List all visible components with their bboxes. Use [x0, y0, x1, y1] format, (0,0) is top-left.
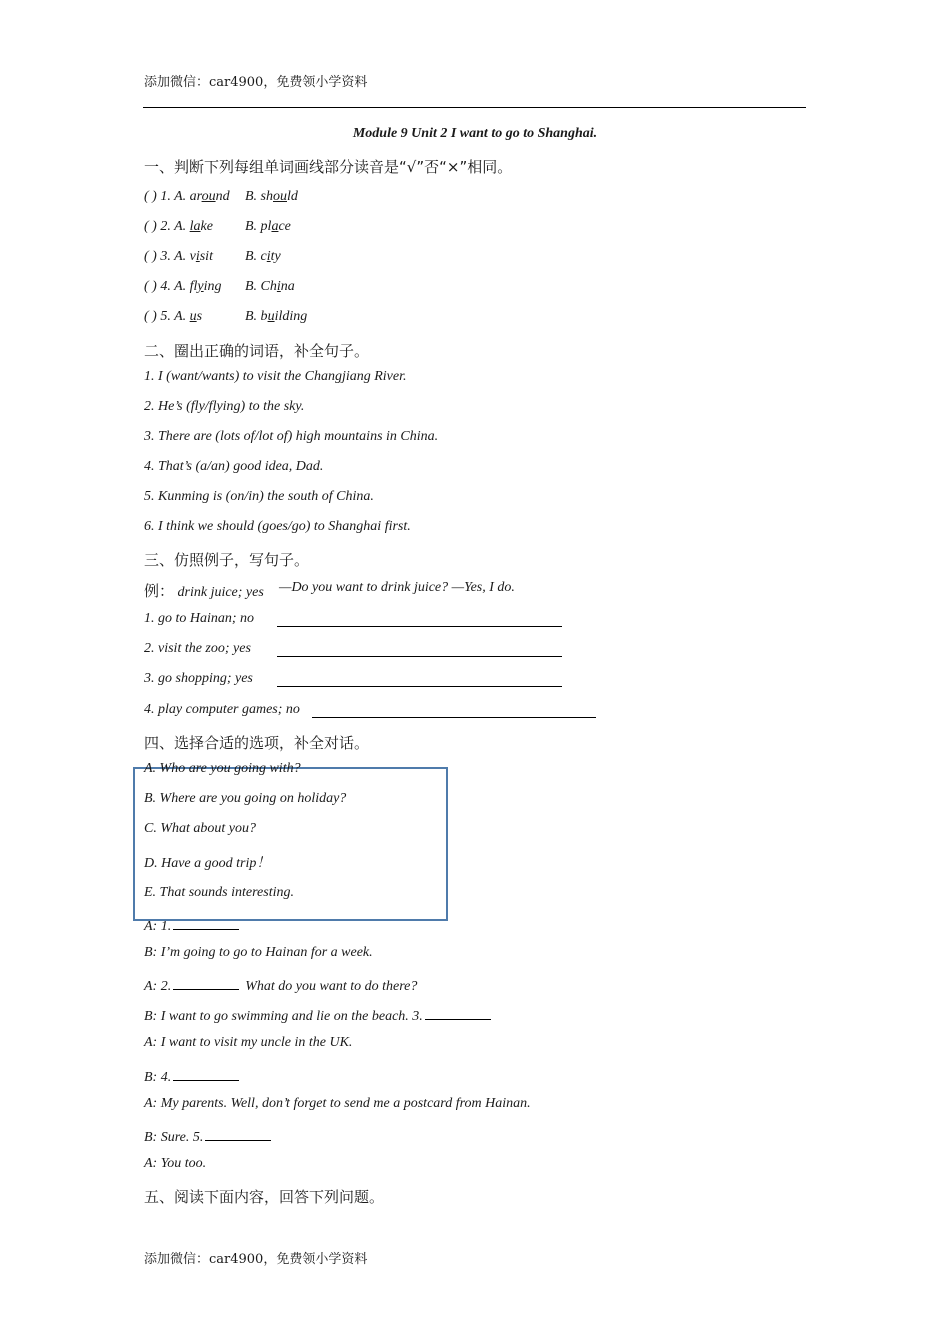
section-5-heading: 五、阅读下面内容，回答下列问题。: [144, 1188, 385, 1206]
example-answer: —Do you want to drink juice? —Yes, I do.: [279, 580, 515, 595]
option-item: E. That sounds interesting.: [144, 885, 294, 900]
answer-blank[interactable]: [425, 1005, 491, 1020]
option-a: A. around: [174, 189, 230, 204]
phonics-option-b: B. China: [245, 279, 295, 294]
answer-blank[interactable]: [173, 975, 239, 990]
sentence-item: 6. I think we should (goes/go) to Shanghai first.: [144, 519, 411, 534]
dialogue-line: A: You too.: [144, 1156, 207, 1171]
underlined-part: a: [271, 219, 279, 234]
underlined-part: u: [189, 309, 197, 324]
phonics-item: [144, 249, 213, 265]
write-item-prompt: 2. visit the zoo; yes: [144, 641, 251, 656]
option-item: A. Who are you going with?: [144, 761, 301, 776]
option-a: A. flying: [174, 279, 222, 294]
option-item: D. Have a good trip！: [144, 856, 271, 871]
answer-line[interactable]: [277, 611, 562, 627]
phonics-option-b: B. city: [245, 249, 281, 264]
page-header: 添加微信：car4900，免费领小学资料: [144, 75, 368, 90]
item-number: ( ) 4.: [144, 279, 171, 294]
answer-line[interactable]: [277, 641, 562, 657]
write-item-prompt: 4. play computer games; no: [144, 702, 300, 717]
section-3-heading: 三、仿照例子，写句子。: [144, 551, 310, 569]
item-number: ( ) 5.: [144, 309, 171, 324]
dialogue-line: B: Sure. 5.: [144, 1126, 271, 1146]
sentence-item: 4. That’s (a/an) good idea, Dad.: [144, 459, 324, 474]
underlined-part: la: [189, 219, 201, 234]
section-2-heading: 二、圈出正确的词语，补全句子。: [144, 342, 370, 360]
underlined-part: i: [276, 279, 281, 294]
dialogue-line: B: I want to go swimming and lie on the beach. 3.: [144, 1005, 491, 1025]
phonics-option-b: B. should: [245, 189, 298, 204]
page-title: Module 9 Unit 2 I want to go to Shanghai.: [352, 126, 598, 141]
option-item: B. Where are you going on holiday?: [144, 791, 347, 806]
answer-blank[interactable]: [205, 1126, 271, 1141]
example-label: 例：: [144, 582, 175, 600]
underlined-part: ou: [273, 189, 287, 204]
sentence-item: 3. There are (lots of/lot of) high mountains in China.: [144, 429, 439, 444]
phonics-item: [144, 219, 213, 235]
option-a: A. us: [174, 309, 203, 324]
section-4-heading: 四、选择合适的选项，补全对话。: [144, 734, 370, 752]
underlined-part: i: [266, 249, 271, 264]
sentence-item: 1. I (want/wants) to visit the Changjiang River.: [144, 369, 407, 384]
option-item: C. What about you?: [144, 821, 256, 836]
phonics-item: [144, 189, 230, 205]
phonics-item: [144, 309, 202, 325]
dialogue-line: A: My parents. Well, don’t forget to send me a postcard from Hainan.: [144, 1096, 531, 1111]
dialogue-line: A: 2. What do you want to do there?: [144, 975, 417, 995]
write-item-prompt: 1. go to Hainan; no: [144, 611, 255, 626]
answer-line[interactable]: [312, 702, 596, 718]
answer-line[interactable]: [277, 671, 562, 687]
answer-blank[interactable]: [173, 915, 239, 930]
phonics-item: [144, 279, 222, 295]
item-number: ( ) 1.: [144, 189, 171, 204]
underlined-part: i: [195, 249, 200, 264]
phonics-option-b: B. place: [245, 219, 291, 234]
page-footer: 添加微信：car4900，免费领小学资料: [144, 1252, 368, 1267]
item-number: ( ) 2.: [144, 219, 171, 234]
dialogue-line: A: 1.: [144, 915, 239, 935]
underlined-part: u: [267, 309, 275, 324]
dialogue-line: B: I’m going to go to Hainan for a week.: [144, 945, 373, 960]
item-number: ( ) 3.: [144, 249, 171, 264]
underlined-part: y: [197, 279, 204, 294]
underlined-part: ou: [201, 189, 216, 204]
header-rule: [143, 107, 806, 108]
write-item-prompt: 3. go shopping; yes: [144, 671, 253, 686]
dialogue-line: B: 4.: [144, 1066, 239, 1086]
section-1-heading: 一、判断下列每组单词画线部分读音是“√”否“×”相同。: [144, 158, 513, 176]
sentence-item: 2. He’s (fly/flying) to the sky.: [144, 399, 305, 414]
option-a: A. visit: [174, 249, 213, 264]
phonics-option-b: B. building: [245, 309, 308, 324]
option-a: A. lake: [174, 219, 213, 234]
example-line: [144, 580, 264, 601]
answer-blank[interactable]: [173, 1066, 239, 1081]
dialogue-line: A: I want to visit my uncle in the UK.: [144, 1035, 353, 1050]
sentence-item: 5. Kunming is (on/in) the south of China.: [144, 489, 374, 504]
example-prompt: drink juice; yes: [177, 585, 264, 600]
